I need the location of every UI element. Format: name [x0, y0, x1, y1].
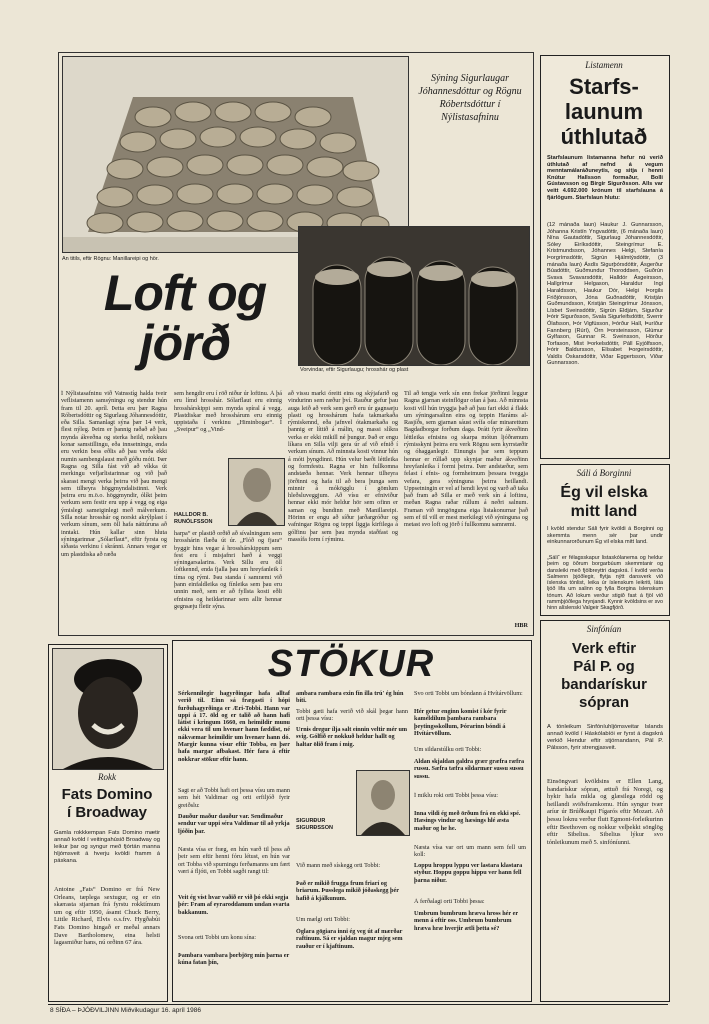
- stokur-col2-mid: Tobbi gæti hafa verið við skál þegar hann orti þessa vísu:: [296, 708, 408, 723]
- stokur-col1-verse-3: Þambara vambara þorbjörg mín þarna er kúna fatan þín,: [178, 952, 290, 967]
- sinfonian-title-line-4: sópran: [578, 694, 629, 711]
- rope-sculpture-illustration: [63, 57, 408, 252]
- sinfonian-lead: Á tónleikum Sinfóníuhljómsveitar Íslands annað kvöld í Háskólabíói er fyrst á dagskrá verkið Hendur eftir stjórnandann, Pál P. Pálsson, fyrir strengjasveit.: [547, 724, 663, 751]
- rokk-title-line-1: Fats Domino: [61, 786, 153, 803]
- rokk-lead: Gamla rokkkempan Fats Domino mætir annað kvöld í veitingahúsið Broadway og leikur þar og syngur með fjórtán manna hljómsveit á hverju kvöldi framm á páskana.: [54, 830, 160, 864]
- article-signature: HBR: [514, 622, 528, 629]
- listamenn-kicker: Listamenn: [585, 60, 623, 70]
- sigurdur-caption: SIGURÐUR SIGURÐSSON: [296, 818, 333, 831]
- page-footer: 8 SÍÐA – ÞJÓÐVILJINN Miðvikudagur 16. apríl 1986: [50, 1007, 202, 1014]
- stokur-col1-mid: Sagt er að Tobbi hafi ort þessa vísu um mann sem hét Valdimar og orti erfiljóð fyrir greiðslu:: [178, 787, 290, 809]
- stokur-col2-verse-3: Óglara gögiara inni ég veg út af mærðar raftinum. Sá er sjaldan magur mjeg sem rauður er í kjaftinum.: [296, 928, 403, 950]
- article-column-4: Til að tengja verk sín enn frekar jörðinni leggur Ragna gjarnan steinflögur ofan á þau. Að minnsta kosti vill hún tryggja það að þau fari ekki á flakk um sýningarsalinn eins og teppin Haráms al-Rasjíðs, sem gjarnan sáust svífa ofar minarettum Bagdadborgar forðum daga. Þrátt fyrir ákveðinn léttleika efnisins og skarpa mótun ljóðrænum rýmisskyni þeirra eru verk Rögnu sem kyrrstæðir og óhagganlegir. Einungis þar sem teppum hennar er rúllað upp skynjar maður ákveðinn hreyfanleika í formi þeirra. Þær andstæður, sem felast í efnis- og formheimum þessara tveggja vefara, gera sýninguna þeirra heillandi. Uppsetningin er vel af hendi leyst og varð að taka það fram að Silla er með verk sín á loftinu, meðan Ragna raðar rúllum á neðri salnum. Framan við inngönguna eiga listakonurnar það sem ef til vill er mest merkilegt við sýninguna og metast svo loft og jörð í fullkomnu samræmi.: [404, 390, 528, 529]
- fats-domino-photo: [52, 648, 164, 770]
- stokur-col3-mid-3: Næsta vísa var ort um mann sem fell um koll:: [414, 844, 526, 859]
- sali-title-line-2: mitt land: [570, 503, 638, 520]
- stokur-col3-mid-4: Á ferðalagi orti Tobbi þessa:: [414, 898, 485, 905]
- stokur-col1-mid-2: Næsta vísa er fræg, en hún varð til þess að þeir sem eftir henni fóru létust, en hún var ort Tobba við spurningu ferðamanns um fært væri á fljóti, en Tobbi sagði rangt til:: [178, 846, 290, 875]
- article-headline: [70, 268, 300, 388]
- listamenn-lead: Starfslaunum listamanna hefur nú verið úthlutað af nefnd á vegum menntamálaráðuneytis, og sitja í henni Knútur Hallsson formaður, Bolli Gústavsson og Birgir Sigurðsson. Alls var veitt 4.692.000 krónum til starfslauna á fjárlögum. Starfslaun hlutu:: [547, 155, 663, 201]
- sali-title: [545, 483, 663, 523]
- stokur-col3-intro: Svo orti Tobbi um bóndann á Hvítárvöllum:: [414, 690, 523, 697]
- listamenn-title-line-3: úthlutað: [560, 124, 648, 149]
- article-column-3: að vissu marki óreitt eins og skýjafarið og vindurinn sem ræður því. Rauður gefur þau auga leið að verk sem gerð eru úr gagnsæju plasti og hrosshárum hafa takmarkaða rýmiskennd, eða jafnvel ótakmarkaða og þannig er líttið á málin, og massi slíkra verka er ekki mikill né þungur. Það er engu líkara en Silla vilji gera úr af við efnið í verkum sínum. Að minnsta kosti vinnur hún á móti þyngdinni. Hún velur bæði léttleika og formfestu. Ragna er hin fullkomna andstæða hennar. Verk hennar tilheyra jörðinni og hafa til að bera þunga sem minnir á mókögglu í gömlum hleðsluveggjum. Að vísu er efniviður hennar ekki mór heldur hör sem ofinn er saman og bundinn með Manillareipi. Hörinn er engu að síður jarðargróður og vafningar Rögnu og teppi liggja kirfilega á gólfinu þar sem þau mynda staðfast og massífa form í rýminu.: [288, 390, 398, 543]
- footer-rule: [48, 1004, 668, 1005]
- sinfonian-title-line-1: Verk eftir: [571, 640, 637, 657]
- stokur-col2-verse-1: Urnis dregur ílja salt einnin veltir mér um svig. Gólfið er nokkuð heldur hallt og haltar ölið fram í mig.: [296, 726, 408, 748]
- sigurdur-photo: [356, 770, 410, 836]
- stokur-col2-verse-2: Það er mikið frugga frum friarí og briarum. Þusslega mikið jóðaskegg þér hafið á kjálkunum.: [296, 880, 399, 902]
- listamenn-title: [545, 74, 663, 152]
- stokur-title: STÖKUR: [267, 643, 435, 685]
- sali-title-line-1: Ég vil elska: [560, 484, 648, 501]
- stokur-col3-verse-5: Umbrum bumbrum hræva hross hér er menn á eftir oss. Umbrum bumbrum hræva hræ hverjir ætli þetta sé?: [414, 910, 518, 932]
- sinfonian-body: Einsöngvari kvöldsins er Ellen Lang, bandarískur sópran, ættuð frá Noregi, og hykir hafa mikla og glæsilega rödd og heillandi sviðsframkomu. Hún syngur tvær aríur úr Brúðkaupi Fígarós eftir Mozart. Að þessu loknu verður flutt Egmont-forleikurinn eftir Beethoven og nokkur velþekkt sönglög eftir Sibelius. Sibelius lýkur svo tónleikunum með 5. sinfóníunni.: [547, 778, 663, 846]
- stokur-col3-mid: Um sildarstúlku orti Tobbi:: [414, 746, 482, 753]
- headline-line-2: jörð: [139, 315, 231, 371]
- author-caption: HALLDÓR B. RUNÓLFSSON: [174, 512, 213, 525]
- stokur-col3-mid-2: Í miklu roki orti Tobbi þessa vísu:: [414, 792, 499, 799]
- sali-body: „Sáli“ er félagsskapur listaskólanema og heldur þeim og öðrum borgarbúum skemmtanir og dansleiki með fjölbreyttri dagskrá. Í kvöld verða Salmenn þjóðlegir, flytja nýtt dansverk við íslenska tónlist, leika úr íslenskum leikriti, láta ljóð lifa um salinn og fylla Borgina íslenskum tónum. Að lokum verður stigið fast á fjöl við rammþjóðlega hrynjandi. Kynnir kvöldsins er svo hinn alíslenski Valgeir Skagfjörð.: [547, 555, 663, 611]
- stokur-col1-intro: Sérkennilegir hagyrðingar hafa alltaf verið til. Einn sá frægasti í hópi furðuhagyrðinga er Æri-Tobbi. Hann var uppi á 17. öld og er talið að hann hafi látist í kringum 1660, en heimildir munu ekki vera til um hvenær hann fæddist, né nákvæmar heimildir um hvenær hann dó. Margir kunna vísur eftir Tobba, en þær hafa margar afbakast. Hér fara á eftir nokkrar stökur eftir hann.: [178, 690, 290, 763]
- author-photo: [228, 458, 285, 526]
- stokur-col1-verse-2: Veit ég víst hvar vaðið er við þó ekki segja þér: Fram af eyraroddanum undan svarta bakkanum.: [178, 894, 290, 916]
- article-subhead: Sýning Sigurlaugar Jóhannesdóttur og Rögnu Róbertsdóttur í Nýlistasafninu: [418, 73, 522, 123]
- author-portrait: [229, 459, 284, 525]
- stokur-col3-verse-1: Hér getur enginn komist í kór fyrir kaméldílum þambara rambara þeytingsskollum, Þórarinn bóndi á Hvítárvöllum.: [414, 708, 507, 737]
- sinfonian-kicker: Sinfónían: [586, 624, 622, 634]
- photo-rope-sculpture: [62, 56, 409, 253]
- listamenn-list: (12 mánaða laun) Haukur J. Gunnarsson, Jóhanna Kristín Yngvadóttir, (6 mánaða laun) Nína Gautadóttir, Sigurlaug Jóhannesdóttir, Sóley Eiríksdóttir, Steingrímur E. Kristmundsson, Jóhannes Helgi, Stefanía Þorgrímsdóttir, Sigrún Hjálmtýsdóttir, (3 mánaða laun) Ásdís Sigurþórsdóttir, Ásgerður Búadóttir, Guðmundur Thoroddsen, Guðrún Svava Svavarsdóttir, Halldór Ásgeirsson, Hallgrímur Helgason, Haraldur Ingi Haraldsson, Haukur Dór, Helgi Þorgils Friðjónsson, Jóna Guðnadóttir, Kristján Guðmundsson, Kristján Steingrímur Jónsson, Lísbet Sveinsdóttir, Sigrún Eldjárn, Sigurður Þórir Sigurðsson, Svala Sigurleifsdóttir, Sverrir Ólafsson, Þór Vigfússon, Þórður Hall, Þuríður Fannberg (Rúrí), Örn Þorsteinsson, Glúmur Gylfason, Gunnar R. Sveinsson, Hörður Torfason, Mist Þorkelsdóttir, Páll Eyjólfsson, Þórir Baldursson, Elísabet Þorgeirsdóttir, Valdís Óskarsdóttir, Viðar Eggertsson, Viðar Gunnarsson.: [547, 222, 663, 367]
- stokur-col1-verse-1: Dauður maður dauður var. Sendimaður sendur var uppi séra Valdimar til að yrkja ljóðin þar.: [178, 813, 290, 835]
- photo-caption-1: Án titils, eftir Rögnu: Manillareipi og hör.: [62, 256, 159, 262]
- stokur-col1-end: Svona orti Tobbi um konu sína:: [178, 934, 256, 941]
- headline-line-1: Loft og: [103, 268, 267, 321]
- listamenn-title-line-2: launum: [564, 99, 644, 124]
- article-column-1: Í Nýlistasafninu við Vatnsstíg halda tveir veflistamenn samsýningu og stendur hún fram til 20. apríl. Þetta eru þær Ragna Róbertsdóttir og Sigurlaug Jóhannesdóttir, eða Silla. Samanlagt sýna þær 14 verk, flest nýleg. Þeim er þannig raðað að þau mynda ákveðna og sterka heild, nokkurs konar samstillingu, eða innsetningu, enda eru verkin bess eðlis að þau verða ekki numin sambengslaust með góðu móti. Þær Ragna og Silla fást við að víkka út merkingu vefjarlistarinnar og við það skarast mengi verka þeirra við þau mengi sem tilheyra höggmyndalistinni. Verk þeirra eru m.ö.o. höggmyndir, ólíkt þeim verkum sem festir eru upp á vegg og eiga ýmislegt sameiginlegt með málverkum. Silla notar hrosshár og norskt akrýlplast í verkum sínum, sem öll hafa náttúruna að inntaki. Hún kallar sinn hluta sýningarinnar „Sólarflaut“, eftir fyrsta og síðasta verkinu í skránni. Annars vegar er um plastdiska að ræða: [61, 390, 167, 558]
- rokk-title: [52, 786, 162, 826]
- sali-kicker: Sáli á Borginni: [576, 468, 632, 478]
- stokur-col3-verse-3: Inna vildi ég með örðum frá en ekki spé. Hæsings vindur og hæsings hlé æsta maður og he he.: [414, 810, 521, 832]
- photo-cylinder-sculpture: [298, 226, 530, 366]
- photo-caption-2: Vorvindar, eftir Sigurlaugu; hrosshár og plast: [300, 367, 409, 373]
- rokk-title-line-2: í Broadway: [66, 804, 148, 821]
- stokur-col2-mid-3: Um mælgi orti Tobbi:: [296, 916, 350, 923]
- stokur-col2-verse-0: ambara rambara exin fín illa trú' ég hún bíti.: [296, 690, 404, 705]
- stokur-col3-verse-2: Aldan skjaldan galdra grær græfra ræfra russu. Sæfra tæfra síldarmær sussu sussu sussu.: [414, 758, 525, 780]
- rokk-body: Antoine „Fats“ Domino er frá New Orleans, tæplega sextugur, og er ein skærasta stjarnan frá fyrstu rokktímum um og eftir 1950, ásamt Chuck Berry, Little Richard, Elvis o.s.frv. Hygðabúi Fats Domino hingað er meðal annars Dave Bartholomew, eina helsti lagasmiður hans, nú orðinn 67 ára.: [54, 886, 160, 947]
- fats-domino-portrait: [53, 649, 163, 769]
- sinfonian-title-line-3: bandarískur: [561, 676, 647, 693]
- sinfonian-title: [545, 640, 663, 720]
- sali-lead: Í kvöld stendur Sáli fyrir kvöldi á Borginni og skemmta menn sér þar undir einkunnarorðunum Ég vil elska mitt land.: [547, 526, 663, 546]
- listamenn-title-line-1: Starfs-: [569, 74, 639, 99]
- stokur-col2-mid-2: Við mann með sískegg orti Tobbi:: [296, 862, 381, 869]
- stokur-col3-verse-4: Loppu hroppu lyppu ver lastara klastara styður. Hoppu goppu hippu ver hann fell þarna niður.: [414, 862, 523, 884]
- cylinder-sculpture-illustration: [299, 227, 529, 365]
- sigurdur-portrait: [357, 771, 409, 835]
- rokk-kicker: Rokk: [98, 772, 116, 782]
- sinfonian-title-line-2: Pál P. og: [573, 658, 635, 675]
- article-column-2b: harpa“ er plastið orðið að sívalningum sem hrosshárin flæða út úr. „Flóð og fjara“ byggir hins vegar á hrosshárskippum sem fest eru í misjafnri hæð á veggi sýningarsalarins. Verk Sillu eru öll loftkennd, enda fjalla þau um hreyfanleik í tíma og rými. Þau standa í samræmi við þann einfaldleika og fínleika sem þau eru unnin með, sem er að fyllsta kosti eðli efnisins og heildarinnar sem allir hennar gegnsæju fletir sýna.: [174, 530, 282, 610]
- article-column-2a: sem hengdir eru í röð niður úr loftinu. Á þá eru límd hrosshár. Sólarflaut eru einnig hrosshárskippi sem mynda spíral á vegg. Plastdiskar með hrosshárum eru einnig uppistaða í verkinu „Himinbogar“. Í „Sveipur“ og „Vind-: [174, 390, 282, 434]
